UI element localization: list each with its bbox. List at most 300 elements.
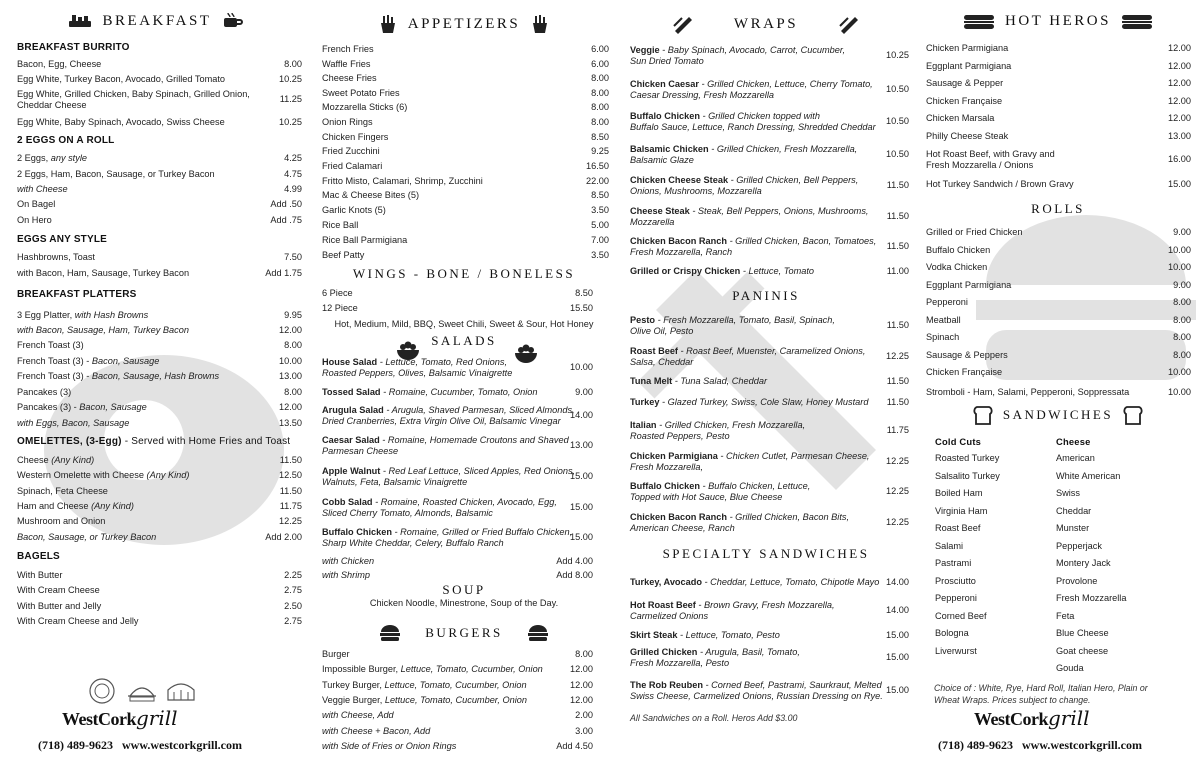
menu-row — [630, 512, 909, 535]
item-price: 15.00 — [1168, 179, 1191, 189]
item-detail: with Side of Fries or Onion Rings — [322, 741, 457, 751]
item-price: 8.00 — [1173, 332, 1191, 342]
roll-heading: 2 EGGS ON A ROLL — [17, 135, 115, 146]
menu-row — [322, 357, 593, 380]
breakfast-plate-icon — [67, 12, 93, 30]
item-name: Onion Rings — [322, 117, 373, 127]
item-price: 10.00 — [1168, 367, 1191, 377]
heros-header — [916, 13, 1200, 30]
item-price: 12.00 — [1168, 78, 1191, 88]
item-name: Turkey, Avocado — [630, 577, 702, 587]
cold-cut-item: Liverwurst — [935, 645, 977, 656]
cold-cut-item: Salsalito Turkey — [935, 470, 1000, 481]
item-name: Mozzarella Sticks (6) — [322, 102, 408, 112]
item-name: Fried Calamari — [322, 161, 383, 171]
item-description: Walnuts, Feta, Balsamic Vinaigrette — [322, 477, 468, 487]
menu-row — [630, 630, 909, 642]
item-price: 12.00 — [570, 695, 593, 705]
item-name: Arugula Salad — [322, 405, 384, 415]
item-description: Buffalo Sauce, Lettuce, Ranch Dressing, Shredded Cheddar — [630, 122, 876, 132]
item-name: Pepperoni — [926, 297, 968, 307]
item-name: Turkey Burger, — [322, 680, 385, 690]
item-price: 13.00 — [1168, 131, 1191, 141]
item-price: 6.00 — [591, 44, 609, 54]
item-name: Rice Ball Parmigiana — [322, 235, 408, 245]
item-name: Veggie — [630, 45, 660, 55]
item-name: Buffalo Chicken — [926, 245, 991, 255]
item-name: Chicken Bacon Ranch — [630, 236, 728, 246]
menu-row — [926, 367, 1191, 379]
menu-row — [322, 710, 593, 722]
salads-header — [312, 333, 616, 349]
item-name: Italian — [630, 420, 657, 430]
item-name: Chicken Française — [926, 96, 1003, 106]
item-name: Hot Turkey Sandwich / Brown Gravy — [926, 179, 1074, 189]
item-description: - Lettuce, Tomato, Pesto — [677, 630, 780, 640]
burger-icon — [527, 624, 549, 642]
westcork-logo: WestCorkgrill — [974, 706, 1090, 730]
menu-row — [926, 315, 1191, 327]
cheese-item: White American — [1056, 470, 1121, 481]
item-name: Beef Patty — [322, 250, 365, 260]
cheese-item: Feta — [1056, 610, 1075, 621]
item-name: The Rob Reuben — [630, 680, 703, 690]
item-name: Spinach — [926, 332, 960, 342]
item-price: 11.00 — [886, 266, 909, 276]
item-description: - Red Leaf Lettuce, Sliced Apples, Red Onions, — [380, 466, 576, 476]
item-price: 9.00 — [575, 387, 593, 397]
item-description: - Grilled Chicken, Fresh Mozzarella, — [656, 420, 806, 430]
breakfast-title: BREAKFAST — [102, 12, 212, 29]
menu-row — [630, 236, 909, 259]
item-description: - Lettuce, Tomato — [740, 266, 815, 276]
menu-row — [926, 332, 1191, 344]
cold-cut-item: Salami — [935, 540, 964, 551]
item-name: Caesar Salad — [322, 435, 380, 445]
item-name: Rice Ball — [322, 220, 359, 230]
menu-row — [926, 350, 1191, 362]
item-description: Balsamic Glaze — [630, 155, 694, 165]
item-detail: with Cheese, Add — [322, 710, 394, 720]
menu-row — [322, 726, 593, 738]
item-price: 14.00 — [886, 605, 909, 615]
item-price: 8.00 — [591, 102, 609, 112]
item-name: Eggplant Parmigiana — [926, 280, 1012, 290]
item-price: 8.00 — [591, 73, 609, 83]
menu-row — [630, 376, 909, 388]
item-description: American Cheese, Ranch — [630, 523, 735, 533]
menu-row — [630, 111, 909, 134]
item-name: Fried Zucchini — [322, 146, 380, 156]
item-description: - Arugula, Basil, Tomato, — [697, 647, 800, 657]
cheese-item: Munster — [1056, 523, 1090, 533]
item-description: Fresh Mozzarella, Pesto — [630, 658, 730, 668]
item-price: 15.00 — [886, 630, 909, 640]
item-description: Topped with Hot Sauce, Blue Cheese — [630, 492, 783, 502]
item-description: Roasted Peppers, Olives, Balsamic Vinaigrette — [322, 368, 513, 378]
menu-row — [926, 227, 1191, 239]
menu-row — [630, 451, 909, 474]
soup-text: Chicken Noodle, Minestrone, Soup of the Day. — [369, 598, 559, 608]
item-price: 10.00 — [570, 362, 593, 372]
item-name: Sweet Potato Fries — [322, 88, 400, 98]
cheese-item: Blue Cheese — [1056, 628, 1109, 638]
wings-heading: WINGS - BONE / BONELESS — [352, 266, 576, 281]
cold-cut-item: Pepperoni — [935, 593, 977, 603]
item-price: 10.50 — [886, 116, 909, 126]
menu-row — [926, 387, 1191, 399]
item-price: 10.50 — [886, 84, 909, 94]
menu-row — [630, 315, 909, 338]
cheese-item: Cheddar — [1056, 505, 1092, 516]
menu-row — [322, 59, 609, 71]
wrap-watermark-icon — [636, 270, 896, 510]
item-detail: Lettuce, Tomato, Cucumber, Onion — [384, 695, 527, 705]
item-name: Chicken Fingers — [322, 132, 389, 142]
item-name: Cheese Fries — [322, 73, 377, 83]
menu-row — [322, 466, 593, 489]
item-name: Apple Walnut — [322, 466, 381, 476]
item-name: Tossed Salad — [322, 387, 381, 397]
item-name: Buffalo Chicken — [322, 527, 392, 537]
menu-row — [322, 435, 593, 458]
item-detail: Lettuce, Tomato, Cucumber, Onion — [384, 680, 527, 690]
item-price: 12.00 — [1168, 113, 1191, 123]
item-description: Parmesan Cheese — [322, 446, 399, 456]
cheese-item: Goat cheese — [1056, 645, 1109, 656]
item-name: Impossible Burger, — [322, 664, 401, 674]
item-price: 16.50 — [586, 161, 609, 171]
cheese-item: Gouda — [1056, 663, 1084, 673]
item-description: Fresh Mozzarella, Ranch — [630, 247, 733, 257]
cold-cut-item: Prosciutto — [935, 575, 976, 586]
item-name: Eggplant Parmigiana — [926, 61, 1012, 71]
item-price: 11.50 — [886, 376, 909, 386]
item-description: - Romaine, Roasted Chicken, Avocado, Egg, — [372, 497, 557, 507]
item-name: Philly Cheese Steak — [926, 131, 1009, 141]
item-price: 12.00 — [570, 664, 593, 674]
item-price: 8.00 — [1173, 350, 1191, 360]
menu-row — [322, 387, 593, 399]
menu-row — [322, 44, 609, 56]
item-description: - Glazed Turkey, Swiss, Cole Slaw, Honey Mustard — [659, 397, 869, 407]
item-price: 12.00 — [1168, 96, 1191, 106]
cold-cuts-heading: Cold Cuts — [935, 436, 982, 447]
item-name: Chicken Parmigiana — [926, 43, 1009, 53]
cold-cut-item: Corned Beef — [935, 610, 987, 621]
item-name: Chicken Parmigiana — [630, 451, 718, 461]
fries-icon — [378, 14, 398, 34]
wrap-icon — [672, 14, 694, 34]
menu-row — [322, 73, 609, 85]
menu-row — [630, 266, 909, 278]
item-description: - Steak, Bell Peppers, Onions, Mushrooms, — [689, 206, 869, 216]
rolls-heading: ROLLS — [1031, 201, 1085, 216]
cold-cut-item: Bologna — [935, 628, 969, 638]
wraps-title: WRAPS — [733, 15, 799, 32]
website-link[interactable]: www.westcorkgrill.com — [1022, 738, 1142, 752]
item-name: Meatball — [926, 315, 961, 325]
paninis-heading: PANINIS — [732, 288, 800, 303]
item-description: Roasted Peppers, Pesto — [630, 431, 730, 441]
item-description: Mozzarella — [630, 217, 675, 227]
cheese-item: Provolone — [1056, 575, 1098, 586]
item-price: 3.50 — [591, 205, 609, 215]
cheese-item: Montery Jack — [1056, 558, 1111, 568]
menu-row — [322, 161, 609, 173]
item-price: 9.00 — [1173, 280, 1191, 290]
heros-title: HOT HEROS — [1005, 13, 1111, 29]
item-price: 10.00 — [1168, 387, 1191, 397]
item-price: 8.00 — [1173, 297, 1191, 307]
item-price: 11.50 — [886, 180, 909, 190]
cheese-item: American — [1056, 453, 1095, 463]
item-description: - Brown Gravy, Fresh Mozzarella, — [695, 600, 835, 610]
item-price: 15.00 — [886, 685, 909, 695]
item-price: 15.00 — [570, 471, 593, 481]
item-description: Onions, Mushrooms, Mozzarella — [630, 186, 762, 196]
menu-row — [322, 190, 609, 202]
contact-line — [938, 738, 1142, 753]
sandwiches-header — [916, 405, 1200, 425]
item-name: Hot Roast Beef, with Gravy and — [926, 149, 1055, 159]
item-price: 9.00 — [1173, 227, 1191, 237]
item-price: 11.50 — [886, 211, 909, 221]
westcork-logo: WestCorkgrill — [62, 706, 178, 730]
cold-cut-item: Roasted Turkey — [935, 453, 1000, 463]
menu-row — [926, 113, 1191, 125]
item-price: 10.50 — [886, 149, 909, 159]
item-description: Dried Cranberries, Extra Virgin Olive Oil, Balsamic Vinegar — [322, 416, 561, 426]
item-description: - Grilled Chicken, Bacon Bits, — [727, 512, 850, 522]
item-name: Hot Roast Beef — [630, 600, 696, 610]
item-detail: Lettuce, Tomato, Cucumber, Onion — [400, 664, 543, 674]
item-name: Grilled or Fried Chicken — [926, 227, 1023, 237]
item-description: - Corned Beef, Pastrami, Saurkraut, Melted — [703, 680, 882, 690]
item-name: Grilled Chicken — [630, 647, 698, 657]
item-price: 11.75 — [886, 425, 909, 435]
breakfast-header — [0, 12, 312, 30]
item-price: 2.00 — [575, 710, 593, 720]
item-description: - Cheddar, Lettuce, Tomato, Chipotle Mayo — [702, 577, 880, 587]
item-description: - Chicken Cutlet, Parmesan Cheese, — [717, 451, 870, 461]
item-name: Cobb Salad — [322, 497, 373, 507]
bagels-heading: BAGELS — [17, 551, 60, 562]
item-description: Olive Oil, Pesto — [630, 326, 694, 336]
item-description: Fresh Mozzarella, — [630, 462, 704, 472]
item-price: 13.00 — [570, 440, 593, 450]
item-price: 15.00 — [570, 502, 593, 512]
item-description: - Fresh Mozzarella, Tomato, Basil, Spinach, — [655, 315, 835, 325]
item-name: Sausage & Pepper — [926, 78, 1004, 88]
item-name: Buffalo Chicken — [630, 481, 700, 491]
item-description: - Buffalo Chicken, Lettuce, — [699, 481, 811, 491]
item-detail: with Cheese + Bacon, Add — [322, 726, 431, 736]
menu-row — [926, 262, 1191, 274]
menu-row — [630, 346, 909, 369]
item-price: 12.25 — [886, 351, 909, 361]
item-price: 8.00 — [1173, 315, 1191, 325]
menu-row — [926, 96, 1191, 108]
specialty-heading: SPECIALTY SANDWICHES — [662, 546, 870, 561]
item-price: 12.25 — [886, 456, 909, 466]
item-price: 6.00 — [591, 59, 609, 69]
item-name: Chicken Marsala — [926, 113, 995, 123]
item-price: 11.50 — [886, 397, 909, 407]
item-name: Roast Beef — [630, 346, 678, 356]
menu-row — [322, 680, 593, 692]
item-description: Sliced Cherry Tomato, Almonds, Balsamic — [322, 508, 493, 518]
appetizers-title: APPETIZERS — [407, 15, 521, 32]
item-name: Waffle Fries — [322, 59, 371, 69]
item-name: Balsamic Chicken — [630, 144, 709, 154]
item-name: House Salad — [322, 357, 378, 367]
omelettes-heading: OMELETTES, (3-Egg) - Served with Home Fries and Toast — [17, 436, 291, 447]
menu-row — [926, 297, 1191, 309]
item-description: - Roast Beef, Muenster, Caramelized Onions, — [678, 346, 866, 356]
item-name: Cheese Steak — [630, 206, 690, 216]
menu-row — [630, 647, 909, 670]
menu-row — [630, 680, 909, 703]
salads-title: SALADS — [431, 333, 497, 348]
item-description: Carmelized Onions — [630, 611, 709, 621]
cold-cut-item: Virginia Ham — [935, 505, 988, 516]
item-price: Add 4.50 — [556, 741, 593, 751]
item-description: - Arugula, Shaved Parmesan, Sliced Almonds, — [383, 405, 575, 415]
burger-icon — [379, 624, 401, 642]
website-link[interactable]: www.westcorkgrill.com — [122, 738, 242, 752]
wing-flavors: Hot, Medium, Mild, BBQ, Sweet Chili, Sweet & Sour, Hot Honey — [334, 319, 594, 329]
item-price: 14.00 — [570, 410, 593, 420]
menu-row — [322, 102, 609, 114]
menu-row — [322, 664, 593, 676]
wrap-icon — [838, 14, 860, 34]
menu-row — [630, 206, 909, 229]
menu-row — [322, 235, 609, 247]
item-name: Chicken Bacon Ranch — [630, 512, 728, 522]
item-name: Fresh Mozzarella / Onions — [926, 160, 1034, 170]
hero-sandwich-icon — [963, 14, 995, 30]
menu-row — [322, 250, 609, 262]
cheese-item: Swiss — [1056, 488, 1080, 498]
item-price: 8.00 — [575, 649, 593, 659]
item-price: 15.00 — [886, 652, 909, 662]
contact-line — [38, 738, 242, 753]
any-style-heading: EGGS ANY STYLE — [17, 234, 108, 245]
cheese-item: Fresh Mozzarella — [1056, 593, 1127, 603]
menu-row — [630, 600, 909, 623]
sandwiches-title: SANDWICHES — [1002, 407, 1114, 422]
item-description: - Baby Spinach, Avocado, Carrot, Cucumber, — [659, 45, 845, 55]
item-name: French Fries — [322, 44, 374, 54]
item-description: - Romaine, Grilled or Fried Buffalo Chicken, — [391, 527, 573, 537]
menu-row — [926, 43, 1191, 55]
food-icons — [88, 676, 198, 706]
item-price: 3.50 — [591, 250, 609, 260]
item-price: 12.25 — [886, 517, 909, 527]
phone-number: (718) 489-9623 — [938, 738, 1013, 752]
item-name: Buffalo Chicken — [630, 111, 700, 121]
item-price: 8.50 — [591, 132, 609, 142]
item-name: Vodka Chicken — [926, 262, 988, 272]
item-price: 14.00 — [886, 577, 909, 587]
menu-row — [322, 220, 609, 232]
item-description: - Grilled Chicken, Lettuce, Cherry Tomato, — [698, 79, 873, 89]
item-name: Turkey — [630, 397, 660, 407]
item-price: 10.00 — [1168, 245, 1191, 255]
item-description: Salsa, Cheddar — [630, 357, 694, 367]
appetizers-column: APPETIZERS French Fries 6.00 Waffle Fries 6.00 Cheese Fries 8.00 Sweet Potato Fries 8.00 Mozzarella Sticks (6) 8.00 Onion Rings 8.00 Chicken Fingers 8.50 Fried Zucchini 9.25 Fried Calamari 16.50 Fritto Misto, Calamari, Shrimp, Zucchini 22.00 Mac & Cheese Bites (5) 8.50 Garlic Knots (5) 3.50 Rice Ball 5.00 Rice Ball Parmigiana 7.00 Beef Patty 3.50 WINGS - BONE / BONELESS 6 Piece 8.50 12 Piece 15.50 Hot, Medium, Mild, BBQ, Sweet Chili, Sweet & Sour, Hot Honey SALADS House Salad - Lettuce, Tomato, Red Onions, Roasted Peppers, Olives, Balsamic Vinaigrette 10.00 Tossed Salad - Romaine, Cucumber, Tomato, Onion 9.00 Arugula Salad - Arugula, Shaved Parmesan, Sliced Almonds, Dried Cranberries, Extra Virgin Olive Oil, Balsamic Vinegar 14.00 Caesar Salad - Romaine, Homemade Croutons and Shaved Parmesan Cheese 13.00 Apple Walnut - Red Leaf Lettuce, Sliced Apples, Red Onions, Walnuts, Feta, Balsamic Vinaigrette 15.00 Cobb Salad - Romaine, Roasted Chicken, Avocado, Egg, Sliced Cherry Tomato, Almonds, Balsamic 15.00 Buffalo Chicken - Romaine, Grilled or Fried Buffalo Chicken, Sharp White Cheddar, Celery, Buffalo Ranch 15.00 with Chicken Add 4.00 with Shrimp Add 8.00 SOUP Chicken Noodle, Minestrone, Soup of the Day. BURGERS Burger 8.00 Impossible Burger, Lettuce, Tomato, Cucumber, Onion 12.00 Turkey Burger, Lettuce, Tomato, Cucumber, Onion 12.00 Veggie Burger, Lettuce, Tomato, Cucumber, Onion 12.00 with Cheese, Add 2.00 with Cheese + Bacon, Add 3.00 with Side of Fries or Onion Rings Add 4.50 — [312, 0, 616, 780]
menu-row — [630, 420, 909, 443]
item-price: 7.00 — [591, 235, 609, 245]
item-name: Stromboli - Ham, Salami, Pepperoni, Soppressata — [926, 387, 1130, 397]
item-name: Chicken Caesar — [630, 79, 699, 89]
item-description: - Grilled Chicken topped with — [699, 111, 820, 121]
item-price: 8.00 — [591, 117, 609, 127]
item-price: 22.00 — [586, 176, 609, 186]
cold-cut-item: Pastrami — [935, 558, 972, 568]
menu-row — [630, 397, 909, 409]
cheese-heading: Cheese — [1056, 436, 1091, 447]
item-name: Veggie Burger, — [322, 695, 385, 705]
cold-cut-item: Boiled Ham — [935, 488, 983, 498]
item-name: Chicken Française — [926, 367, 1003, 377]
burgers-title: BURGERS — [425, 625, 503, 640]
item-description: - Tuna Salad, Cheddar — [672, 376, 768, 386]
item-name: Skirt Steak — [630, 630, 678, 640]
item-price: 8.50 — [591, 190, 609, 200]
menu-row — [926, 280, 1191, 292]
item-name: Garlic Knots (5) — [322, 205, 386, 215]
item-description: Sun Dried Tomato — [630, 56, 704, 66]
cold-cut-item: Roast Beef — [935, 523, 981, 533]
menu-row — [322, 497, 593, 520]
item-name: Grilled or Crispy Chicken — [630, 266, 741, 276]
item-price: 12.00 — [1168, 61, 1191, 71]
item-name: Burger — [322, 649, 350, 659]
item-price: 8.00 — [591, 88, 609, 98]
item-name: Fritto Misto, Calamari, Shrimp, Zucchini — [322, 176, 483, 186]
item-price: 10.00 — [1168, 262, 1191, 272]
bread-icon — [973, 405, 993, 425]
item-description: - Romaine, Homemade Croutons and Shaved — [379, 435, 569, 445]
item-price: 5.00 — [591, 220, 609, 230]
menu-row — [322, 176, 609, 188]
heros-column — [916, 0, 1200, 780]
burrito-heading: BREAKFAST BURRITO — [17, 42, 130, 53]
menu-row — [322, 146, 609, 158]
menu-row — [926, 149, 1191, 172]
item-price: 12.00 — [1168, 43, 1191, 53]
item-description: - Lettuce, Tomato, Red Onions, — [377, 357, 508, 367]
burgers-header — [312, 624, 616, 642]
menu-row — [322, 695, 593, 707]
menu-row — [926, 131, 1191, 143]
menu-row — [322, 649, 593, 661]
cheese-item: Pepperjack — [1056, 540, 1102, 551]
item-price: 9.25 — [591, 146, 609, 156]
item-price: 11.50 — [886, 241, 909, 251]
item-price: 12.00 — [570, 680, 593, 690]
item-description: Swiss Cheese, Carmelized Onions, Russian Dressing on Rye. — [630, 691, 883, 701]
item-name: Sausage & Peppers — [926, 350, 1008, 360]
wraps-header — [616, 14, 916, 34]
menu-row: Egg White, Grilled Chicken, Baby Spinach, Grilled Onion, Cheddar Cheese 11.25 — [17, 89, 302, 110]
menu-row — [322, 405, 593, 428]
item-price: 15.00 — [570, 532, 593, 542]
wraps-column — [616, 0, 916, 780]
bread-choice-note: Choice of : White, Rye, Hard Roll, Italian Hero, Plain or Wheat Wraps. Prices subject to change. — [934, 683, 1148, 705]
